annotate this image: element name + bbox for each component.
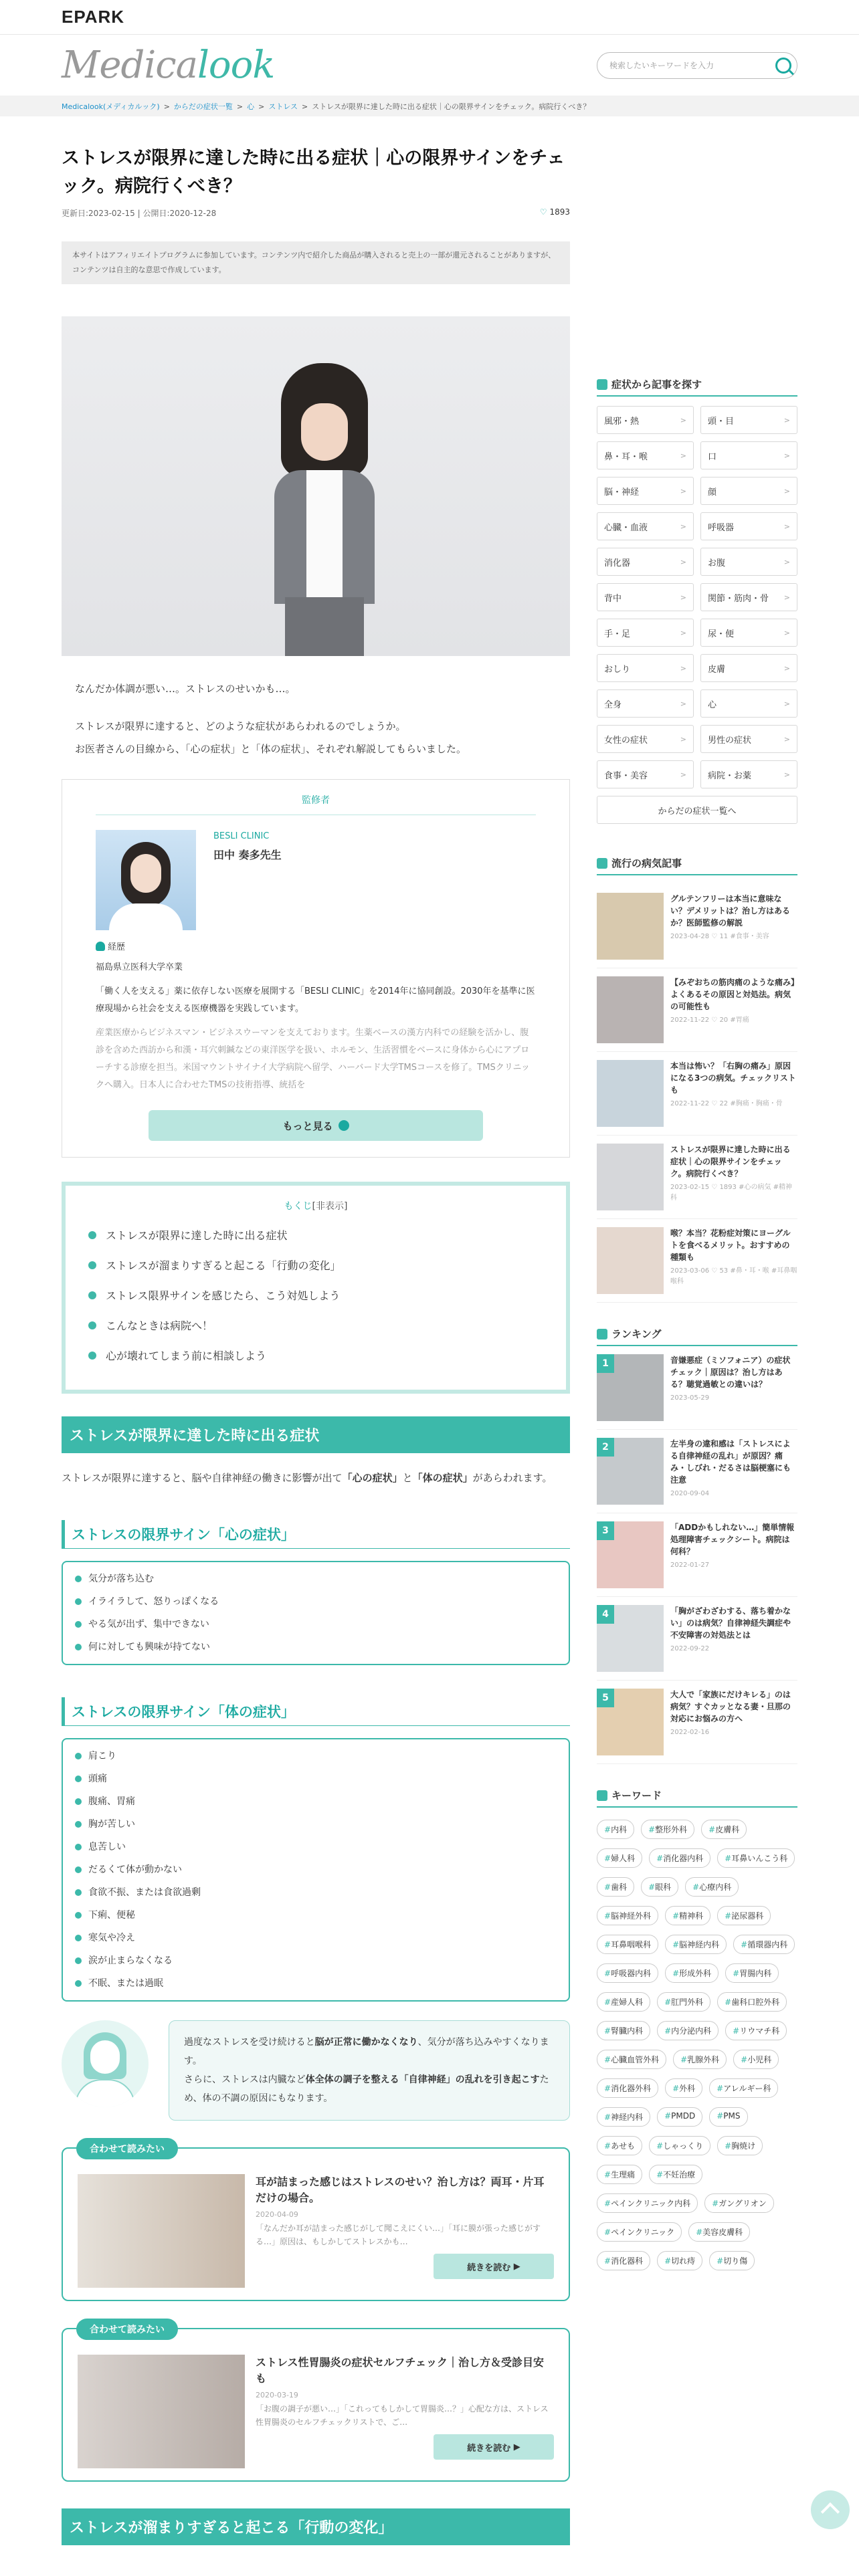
related-thumbnail[interactable]	[78, 2174, 245, 2288]
career-heading: 経歴	[96, 940, 536, 952]
keyword-tag[interactable]: # 美容皮膚科	[688, 2222, 750, 2242]
toc-item[interactable]: ストレスが溜まりすぎると起こる「行動の変化」	[88, 1257, 543, 1273]
toc-title: もくじ	[284, 1201, 312, 1212]
symptom-link[interactable]: 心 >	[700, 689, 797, 718]
keyword-tag[interactable]: # あせも	[597, 2136, 642, 2155]
related-article-card[interactable]	[62, 2325, 570, 2482]
keyword-tag[interactable]: # 消化器内科	[649, 1848, 710, 1868]
supervisor-text-1: 「働く人を支える」薬に依存しない医療を展開する「BESLI CLINIC」を2014年に協同創設。2030年を基準に医療現場から社会を支える医療機器を実践しています。	[96, 986, 535, 1014]
symptom-link[interactable]: 男性の症状 >	[700, 725, 797, 753]
rank-badge: 3	[597, 1521, 614, 1540]
breadcrumb-mind[interactable]: 心	[247, 102, 255, 111]
keyword-tag[interactable]: # ペインクリニック内科	[597, 2193, 698, 2213]
symptom-link[interactable]: 女性の症状 >	[597, 725, 694, 753]
related-tag: 合わせて読みたい	[76, 2319, 178, 2340]
search-icon[interactable]	[775, 58, 791, 74]
symptom-link[interactable]: 風邪・熱 >	[597, 406, 694, 434]
search-input[interactable]	[597, 52, 797, 79]
list-item[interactable]: ストレスが限界に達した時に出る症状｜心の限界サインをチェック。病院行くべき？ 2023-02-15 ♡ 1893 #心の病気 #精神科	[597, 1136, 797, 1219]
list-item[interactable]: 1 音嫌悪症（ミソフォニア）の症状チェック｜原因は？治し方はある？聴覚過敏との違いは？ 2023-05-29	[597, 1346, 797, 1430]
keyword-tag[interactable]: # 切り傷	[709, 2251, 755, 2270]
read-more-button[interactable]: 続きを読む ▶	[434, 2254, 554, 2279]
keyword-tag[interactable]: # 胃腸内科	[725, 1963, 779, 1983]
list-item[interactable]: 3 「ADDかもしれない…」簡単情報処理障害チェックシート。病院は何科？ 2022-01-27	[597, 1513, 797, 1597]
sidebar-heading: 流行の病気記事	[597, 856, 797, 875]
keyword-tag[interactable]: # ペインクリニック	[597, 2222, 682, 2242]
list-item: 涙が止まらなくなる	[75, 1949, 557, 1972]
symptom-link[interactable]: 脳・神経 >	[597, 477, 694, 505]
symptom-link[interactable]: 口 >	[700, 441, 797, 469]
keyword-tag[interactable]: # 循環器内科	[733, 1935, 795, 1954]
supervisor-school: 福島県立医科大学卒業	[96, 962, 183, 972]
symptom-link[interactable]: 食事・美容 >	[597, 760, 694, 788]
keyword-tag[interactable]: # 外科	[665, 2078, 702, 2098]
symptom-link[interactable]: 皮膚 >	[700, 654, 797, 682]
keyword-tag[interactable]: # 歯科口腔外科	[717, 1992, 787, 2012]
tag-icon	[597, 1790, 607, 1801]
symptom-link[interactable]: おしり >	[597, 654, 694, 682]
symptom-link[interactable]: 病院・お薬 >	[700, 760, 797, 788]
medicalook-logo[interactable]: Medicalook	[62, 43, 275, 87]
keyword-tag[interactable]: # 心療内科	[685, 1877, 739, 1897]
symptom-link[interactable]: 呼吸器 >	[700, 512, 797, 540]
symptom-link[interactable]: 背中 >	[597, 583, 694, 611]
supervisor-label: 監修者	[96, 793, 536, 815]
list-item: 下痢、便秘	[75, 1904, 557, 1927]
toc-item[interactable]: ストレスが限界に達した時に出る症状	[88, 1227, 543, 1243]
list-item[interactable]: 本当は怖い？「右胸の痛み」原因になる3つの病気。チェックリストも 2022-11-22 ♡ 22 #胸痛・胸痛・骨	[597, 1052, 797, 1136]
keyword-tag[interactable]: # 形成外科	[665, 1963, 719, 1983]
like-count: 1893	[549, 207, 570, 217]
keyword-tag[interactable]: # 切れ痔	[657, 2251, 702, 2270]
keyword-tag[interactable]: # 泌尿器科	[717, 1906, 771, 1925]
symptom-link[interactable]: 頭・目 >	[700, 406, 797, 434]
sidebar	[597, 116, 797, 2545]
breadcrumb-home[interactable]: Medicalook(メディカルック)	[62, 102, 160, 111]
list-item: やる気が出ず、集中できない	[75, 1613, 557, 1636]
list-item[interactable]: 5 大人で「家族にだけキレる」のは病気？すぐカッとなる妻・旦那の対応にお悩みの方へ 2022-02-16	[597, 1681, 797, 1764]
section-lead: ストレスが限界に達すると、脳や自律神経の働きに影響が出て「心の症状」と「体の症状」があらわれます。	[62, 1472, 553, 1484]
keyword-tag[interactable]: # 腎臓内科	[597, 2021, 650, 2040]
search-icon	[597, 379, 607, 390]
list-item: 食欲不振、または食欲過剰	[75, 1881, 557, 1904]
keyword-tag[interactable]: # 胸焼け	[717, 2136, 763, 2155]
keyword-tag[interactable]: # 歯科	[597, 1877, 634, 1897]
article-main	[62, 116, 570, 2545]
supervisor-photo	[96, 830, 196, 930]
show-more-button[interactable]: もっと見る	[149, 1110, 483, 1141]
list-item: 寒気や冷え	[75, 1927, 557, 1949]
sidebar-heading: ランキング	[597, 1327, 797, 1346]
list-item: 何に対しても興味が持てない	[75, 1636, 557, 1658]
symptom-link[interactable]: 全身 >	[597, 689, 694, 718]
keyword-tag[interactable]: # 内分泌内科	[657, 2021, 719, 2040]
keyword-tag[interactable]: # 耳鼻咽喉科	[597, 1935, 658, 1954]
toc-item[interactable]: ストレス限界サインを感じたら、こう対処しよう	[88, 1287, 543, 1303]
rank-badge: 5	[597, 1689, 614, 1707]
sidebar-heading: キーワード	[597, 1788, 797, 1808]
related-title[interactable]: 耳が詰まった感じはストレスのせい？治し方は？両耳・片耳だけの場合。	[256, 2175, 545, 2204]
keyword-tag[interactable]: # 脳神経内科	[665, 1935, 727, 1954]
keyword-tag[interactable]: # 小児科	[733, 2050, 779, 2069]
keyword-tag[interactable]: # 皮膚科	[701, 1820, 747, 1839]
symptom-link[interactable]: 手・足 >	[597, 619, 694, 647]
keyword-tag[interactable]: # 生理痛	[597, 2165, 642, 2184]
supervisor-name: 田中 奏多先生	[213, 849, 282, 861]
supervisor-box	[62, 779, 570, 1158]
intro-text-1: なんだか体調が悪い…。ストレスのせいかも…。	[75, 683, 296, 695]
article-thumbnail[interactable]	[597, 1060, 664, 1127]
subsection-heading: ストレスの限界サイン「心の症状」	[62, 1520, 570, 1549]
toc-item[interactable]: こんなときは病院へ！	[88, 1317, 543, 1333]
symptom-link[interactable]: 鼻・耳・喉 >	[597, 441, 694, 469]
keyword-tag[interactable]: # 整形外科	[641, 1820, 694, 1839]
list-item: 息苦しい	[75, 1836, 557, 1858]
breadcrumb-current: ストレスが限界に達した時に出る症状｜心の限界サインをチェック。病院行くべき？	[312, 102, 591, 111]
table-of-contents	[62, 1182, 570, 1394]
body-symptom-list	[62, 1738, 570, 2002]
intro-text-2: ストレスが限界に達すると、どのような症状があらわれるのでしょうか。	[75, 720, 406, 732]
keyword-tag[interactable]: # 消化器科	[597, 2251, 650, 2270]
subsection-heading: ストレスの限界サイン「体の症状」	[62, 1697, 570, 1726]
symptom-link[interactable]: 消化器 >	[597, 548, 694, 576]
list-item: 気分が落ち込む	[75, 1568, 557, 1590]
toc-toggle[interactable]: [非表示]	[312, 1201, 348, 1212]
ranking-list	[597, 1346, 797, 1764]
mind-symptom-list	[62, 1561, 570, 1665]
article-dates: 更新日:2023-02-15 | 公開日:2020-12-28	[62, 209, 217, 218]
list-item[interactable]: グルテンフリーは本当に意味ない？デメリットは？治し方はあるか？医師監修の解説 2023-04-28 ♡ 11 #食事・美容	[597, 885, 797, 968]
doctor-comment	[62, 2020, 570, 2121]
heart-icon: ♡	[539, 207, 547, 217]
keyword-tag[interactable]: # 乳腺外科	[673, 2050, 727, 2069]
symptom-link[interactable]: 関節・筋肉・骨 >	[700, 583, 797, 611]
keyword-tag[interactable]: # 産婦人科	[597, 1992, 650, 2012]
keyword-tag[interactable]: # 不妊治療	[649, 2165, 702, 2184]
keyword-tag[interactable]: # 耳鼻いんこう科	[717, 1848, 795, 1868]
keyword-tag[interactable]: # PMS	[709, 2107, 747, 2127]
list-item[interactable]: 4 「胸がざわざわする、落ち着かない」のは病気？自律神経失調症や不安障害の対処法とは 2022-09-22	[597, 1597, 797, 1681]
supervisor-clinic[interactable]: BESLI CLINIC	[213, 831, 270, 841]
rank-badge: 4	[597, 1605, 614, 1624]
keyword-tag[interactable]: # 脳神経外科	[597, 1906, 658, 1925]
epark-logo[interactable]: EPARK	[62, 7, 125, 27]
doctor-avatar	[62, 2020, 149, 2107]
list-item: 肩こり	[75, 1745, 557, 1767]
breadcrumb-stress[interactable]: ストレス	[268, 102, 298, 111]
page-title: ストレスが限界に達した時に出る症状｜心の限界サインをチェック。病院行くべき？	[62, 148, 565, 197]
breadcrumb-symptoms[interactable]: からだの症状一覧	[173, 102, 233, 111]
crown-icon	[597, 1329, 607, 1339]
keyword-tag[interactable]: # 精神科	[665, 1906, 710, 1925]
toc-item[interactable]: 心が壊れてしまう前に相談しよう	[88, 1348, 543, 1363]
rank-badge: 2	[597, 1438, 614, 1457]
breadcrumb: Medicalook(メディカルック) > からだの症状一覧 > 心 > ストレス > ストレスが限界に達した時に出る症状｜心の限界サインをチェック。病院行くべき？	[0, 96, 859, 116]
intro-text-3: お医者さんの目線から、「心の症状」と「体の症状」、それぞれ解説してもらいました。	[75, 743, 467, 755]
trend-list	[597, 885, 797, 1303]
keyword-tag[interactable]: # しゃっくり	[649, 2136, 710, 2155]
symptom-grid	[597, 406, 797, 788]
section-heading: ストレスが溜まりすぎると起こる「行動の変化」	[62, 2508, 570, 2545]
supervisor-text-2: 産業医療からビジネスマン・ビジネスウーマンを支えております。生薬ベースの漢方内科での経験を活かし、腹診を含めた西訪から和漢・耳穴刺鍼などの東洋医学を扱い、ホルモン、生活習慣をベースに身体から心にアプローチする診療を担当。米国マウントサイナイ大学病院へ留学、ハーバード大学TMSコースを修了。TMSクリニックへ購入。日本人に合わせたTMSの技術指導、統括を	[96, 1028, 530, 1090]
trend-chart-icon	[597, 858, 607, 869]
keyword-tag[interactable]: # 消化器外科	[597, 2078, 658, 2098]
related-tag: 合わせて読みたい	[76, 2138, 178, 2159]
affiliate-notice: 本サイトはアフィリエイトプログラムに参加しています。コンテンツ内で紹介した商品が購入されると売上の一部が還元されることがありますが、コンテンツは自主的な意思で作成しています。	[62, 241, 570, 284]
hero-image	[62, 316, 570, 656]
arrow-circle-icon	[339, 1120, 349, 1131]
related-thumbnail[interactable]	[78, 2355, 245, 2468]
symptom-link[interactable]: 尿・便 >	[700, 619, 797, 647]
keyword-tag[interactable]: # ガングリオン	[704, 2193, 774, 2213]
symptom-link[interactable]: 顔 >	[700, 477, 797, 505]
epark-bar	[0, 0, 859, 35]
all-symptoms-button[interactable]: からだの症状一覧へ	[597, 796, 797, 824]
sidebar-heading: 症状から記事を探す	[597, 377, 797, 397]
site-header	[0, 35, 859, 96]
related-title[interactable]: ストレス性胃腸炎の症状セルフチェック｜治し方＆受診目安も	[256, 2356, 545, 2385]
keyword-tag[interactable]: # 神経内科	[597, 2107, 650, 2127]
search-placeholder: 検索したいキーワードを入力	[609, 61, 714, 70]
related-article-card[interactable]	[62, 2144, 570, 2301]
list-item: イライラして、怒りっぽくなる	[75, 1590, 557, 1613]
list-item: だるくて体が動かない	[75, 1858, 557, 1881]
section-heading: ストレスが限界に達した時に出る症状	[62, 1416, 570, 1453]
like-button[interactable]	[540, 207, 570, 219]
list-item[interactable]: 喉？本当？花粉症対策にヨーグルトを食べるメリット。おすすめの種類も 2023-03-06 ♡ 53 #鼻・耳・喉 #耳鼻咽喉科	[597, 1219, 797, 1303]
article-thumbnail[interactable]	[597, 893, 664, 960]
rank-badge: 1	[597, 1354, 614, 1373]
keyword-tag[interactable]: # 呼吸器内科	[597, 1963, 658, 1983]
person-icon	[96, 942, 105, 951]
list-item[interactable]: 2 左半身の違和感は「ストレスによる自律神経の乱れ」が原因？痛み・しびれ・だるさは脳梗塞にも注意 2020-09-04	[597, 1430, 797, 1513]
keyword-tag[interactable]: # 心臓血管外科	[597, 2050, 666, 2069]
keyword-tag[interactable]: # リウマチ科	[725, 2021, 787, 2040]
related-excerpt: 「なんだか耳が詰まった感じがして聞こえにくい…」「耳に膜が張った感じがする…」原因は、もしかしてストレスかも…	[256, 2224, 541, 2246]
article-thumbnail[interactable]	[597, 976, 664, 1043]
article-thumbnail[interactable]	[597, 1144, 664, 1210]
symptom-link[interactable]: 心臓・血液 >	[597, 512, 694, 540]
keyword-tag[interactable]: # アレルギー科	[709, 2078, 778, 2098]
list-item: 頭痛	[75, 1767, 557, 1790]
read-more-button[interactable]: 続きを読む ▶	[434, 2434, 554, 2460]
keyword-cloud	[597, 1820, 797, 2270]
related-date: 2020-03-19	[256, 2391, 298, 2399]
list-item[interactable]: 【みぞおちの筋肉痛のような痛み】よくあるその原因と対処法。病気の可能性も 2022-11-22 ♡ 20 #胃痛	[597, 968, 797, 1052]
related-date: 2020-04-09	[256, 2210, 298, 2219]
page-top-button[interactable]	[811, 2490, 850, 2529]
related-excerpt: 「お腹の調子が悪い…」「これってもしかして胃腸炎…？」心配な方は、ストレス性胃腸炎のセルフチェックリストで、ご…	[256, 2404, 549, 2427]
symptom-link[interactable]: お腹 >	[700, 548, 797, 576]
keyword-tag[interactable]: # PMDD	[657, 2107, 702, 2127]
keyword-tag[interactable]: # 眼科	[641, 1877, 678, 1897]
keyword-tag[interactable]: # 肛門外科	[657, 1992, 710, 2012]
keyword-tag[interactable]: # 内科	[597, 1820, 634, 1839]
speech-bubble: 過度なストレスを受け続けると脳が正常に働かなくなり、気分が落ち込みやすくなります。 さらに、ストレスは内臓など体全体の調子を整える「自律神経」の乱れを引き起こすため、体の不調の原因にもなります。	[169, 2020, 570, 2121]
list-item: 腹痛、胃痛	[75, 1790, 557, 1813]
keyword-tag[interactable]: # 婦人科	[597, 1848, 642, 1868]
list-item: 胸が苦しい	[75, 1813, 557, 1836]
article-thumbnail[interactable]	[597, 1227, 664, 1294]
list-item: 不眠、または過眠	[75, 1972, 557, 1995]
